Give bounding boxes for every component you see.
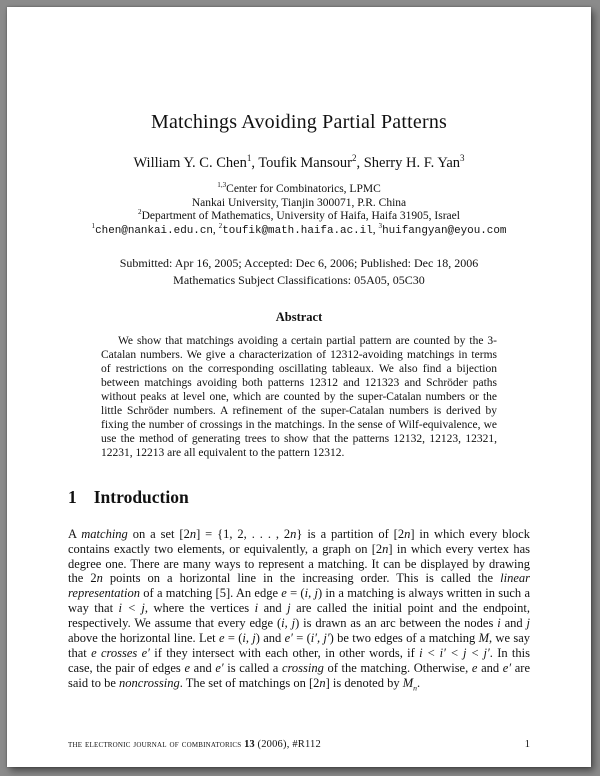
section-heading bbox=[68, 487, 530, 508]
affiliation-line-2: Nankai University, Tianjin 300071, P.R. China bbox=[191, 196, 407, 209]
section-title: Introduction bbox=[93, 486, 189, 507]
subject-classifications-line: Mathematics Subject Classifications: 05A05, 05C30 bbox=[173, 272, 425, 287]
paper-page bbox=[7, 7, 591, 767]
page-footer bbox=[68, 739, 530, 750]
affiliation-line-3: $^2$Department of Mathematics, University of Haifa, Haifa 31905, Israel bbox=[138, 208, 460, 223]
paper-title: Matchings Avoiding Partial Patterns bbox=[150, 111, 448, 133]
abstract-text: We show that matchings avoiding a certain partial pattern are counted by the 3-Catalan numbers. We give a characterization of 12312-avoiding matchings in terms of restrictions on the corresponding oscillating tableaux. We also find a bijection between matchings avoiding both patterns 12312 and 121323 and Schröder paths without peaks at level one, which are counted by the super-Catalan numbers or the little Schröder numbers. A refinement of the super-Catalan numbers is derived by fixing the number of crossings in the matchings. In the sense of Wilf-equivalence, we use the method of generating trees to show that the patterns 12132, 12123, 12321, 12231, 12213 are all equivalent to the pattern 12312. bbox=[101, 334, 497, 459]
footer-page-number: 1 bbox=[524, 739, 530, 750]
intro-paragraph: A matching on a set [2n] = {1, 2, . . . , 2n} is a partition of [2n] in which every block contains exactly two elements, or equivalently, a graph on [2n] in which every vertex has degree one. There are many ways to represent a matching. It can be displayed by drawing the 2n points on a horizontal line in the increasing order. This is called the linear representation of a matching [5]. An edge e = (i, j) in a matching is always written in such a way that i < j, where the vertices i and j are called the initial point and the endpoint, respectively. We assume that every edge (i, j) is drawn as an arc between the nodes i and j above the horizontal line. Let e = (i, j) and e′ = (i′, j′) be two edges of a matching M, we say that e crosses e′ if they intersect with each other, in other words, if i < i′ < j < j′. In this case, the pair of edges e and e′ is called a crossing of the matching. Otherwise, e and e′ are said to be noncrossing. The set of matchings on [2n] is denoted by $M_n$. bbox=[68, 526, 531, 693]
submission-dates-line: Submitted: Apr 16, 2005; Accepted: Dec 6, 2006; Published: Dec 18, 2006 bbox=[119, 255, 479, 270]
section-number: 1 bbox=[68, 486, 77, 507]
abstract-heading: Abstract bbox=[275, 309, 323, 324]
email-line: $^1$chen@nankai.edu.cn, $^2$toufik@math.haifa.ac.il, $^3$huifangyan@eyou.com bbox=[91, 221, 507, 237]
affiliation-block bbox=[68, 183, 530, 238]
abstract-section bbox=[68, 310, 530, 460]
authors-line: William Y. C. Chen$^1$, Toufik Mansour$^2$, Sherry H. F. Yan$^3$ bbox=[133, 153, 465, 171]
submission-block bbox=[68, 255, 530, 289]
affiliation-line-1: $^{1,3}$Center for Combinatorics, LPMC bbox=[217, 181, 381, 195]
footer-journal-line: the electronic journal of combinatorics 13 (2006), #R112 bbox=[68, 739, 321, 750]
